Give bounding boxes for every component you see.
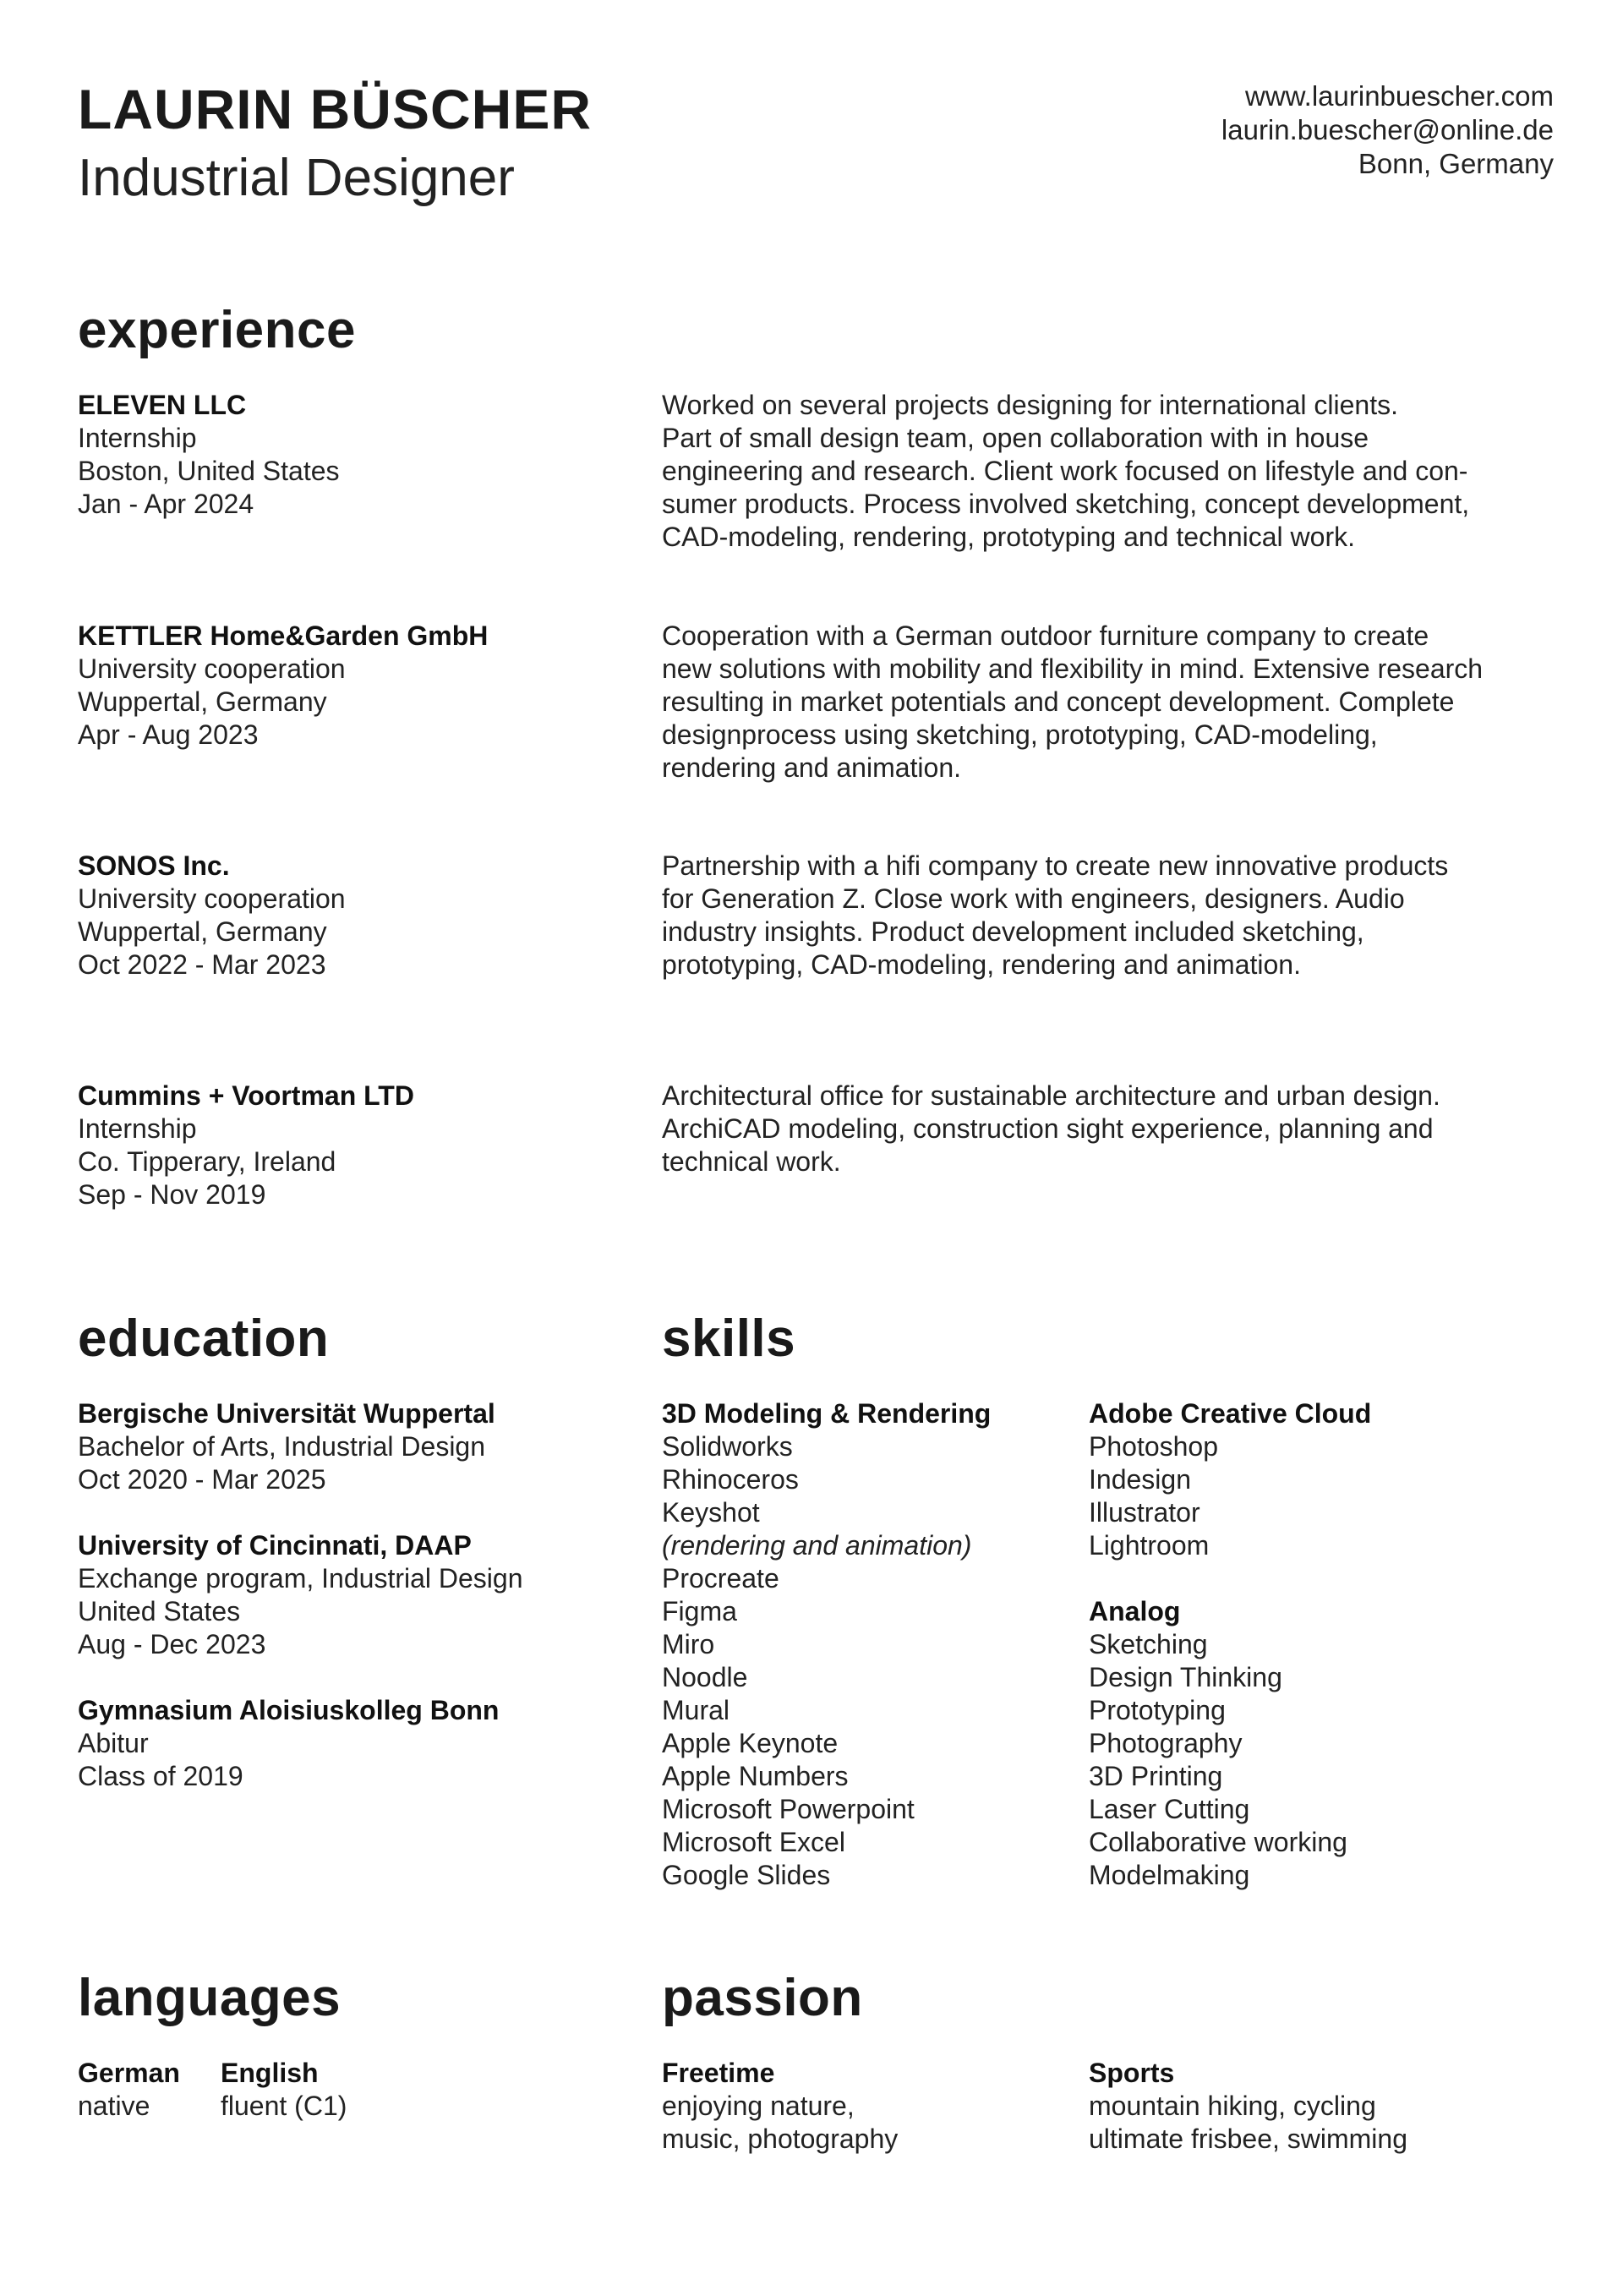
- education-detail: Class of 2019: [78, 1761, 243, 1791]
- contact-info: [1221, 79, 1554, 181]
- language-entry-english: [221, 2057, 347, 2123]
- description-line: Worked on several projects designing for international clients.: [662, 390, 1398, 420]
- description-line: ArchiCAD modeling, construction sight experience, planning and: [662, 1113, 1434, 1144]
- description-line: designprocess using sketching, prototyping, CAD-modeling,: [662, 719, 1378, 750]
- skill-item: Lightroom: [1089, 1530, 1210, 1561]
- institution-name: University of Cincinnati, DAAP: [78, 1530, 472, 1561]
- skill-item: Modelmaking: [1089, 1860, 1250, 1890]
- position-type: University cooperation: [78, 653, 346, 684]
- job-location: Wuppertal, Germany: [78, 916, 327, 947]
- skill-item: Collaborative working: [1089, 1827, 1347, 1857]
- skill-item: Figma: [662, 1596, 737, 1626]
- passion-line: music, photography: [662, 2124, 899, 2154]
- skill-item: Design Thinking: [1089, 1662, 1282, 1692]
- job-location: Wuppertal, Germany: [78, 686, 327, 717]
- description-line: technical work.: [662, 1146, 841, 1177]
- passion-line: enjoying nature,: [662, 2091, 855, 2121]
- passion-freetime: [662, 2057, 898, 2156]
- institution-name: Bergische Universität Wuppertal: [78, 1398, 495, 1429]
- skill-item: Microsoft Powerpoint: [662, 1794, 915, 1824]
- skill-item: Rhinoceros: [662, 1464, 799, 1495]
- skill-item: Photoshop: [1089, 1431, 1219, 1462]
- description-line: sumer products. Process involved sketching, concept development,: [662, 489, 1470, 519]
- language-name: English: [221, 2058, 319, 2088]
- education-detail: Abitur: [78, 1728, 149, 1758]
- languages-heading: languages: [78, 1969, 342, 2027]
- skill-item: Microsoft Excel: [662, 1827, 845, 1857]
- institution-name: Gymnasium Aloisiuskolleg Bonn: [78, 1695, 500, 1725]
- skill-group-heading: 3D Modeling & Rendering: [662, 1398, 992, 1429]
- education-detail: Aug - Dec 2023: [78, 1629, 266, 1659]
- experience-heading: experience: [78, 301, 356, 359]
- description-line: new solutions with mobility and flexibility in mind. Extensive research: [662, 653, 1484, 684]
- experience-entry-2-meta: [78, 850, 346, 981]
- skill-item: Procreate: [662, 1563, 779, 1594]
- skill-item: 3D Printing: [1089, 1761, 1223, 1791]
- experience-entry-0-meta: [78, 389, 340, 521]
- education-detail: Oct 2020 - Mar 2025: [78, 1464, 326, 1495]
- resume-job-title: Industrial Designer: [78, 149, 515, 207]
- skill-item: Illustrator: [1089, 1497, 1200, 1528]
- skill-item: Keyshot: [662, 1497, 760, 1528]
- passion-line: mountain hiking, cycling: [1089, 2091, 1376, 2121]
- job-dates: Sep - Nov 2019: [78, 1179, 266, 1210]
- passion-heading-sports: Sports: [1089, 2058, 1175, 2088]
- skill-item: Google Slides: [662, 1860, 831, 1890]
- language-level: fluent (C1): [221, 2091, 347, 2121]
- skill-item: Prototyping: [1089, 1695, 1226, 1725]
- job-dates: Jan - Apr 2024: [78, 489, 254, 519]
- job-location: Co. Tipperary, Ireland: [78, 1146, 336, 1177]
- education-list: [78, 1397, 523, 1793]
- language-name: German: [78, 2058, 180, 2088]
- description-line: resulting in market potentials and concept development. Complete: [662, 686, 1455, 717]
- resume-name: LAURIN BÜSCHER: [78, 78, 592, 140]
- experience-entry-1-description: [662, 620, 1558, 784]
- experience-entry-3-meta: [78, 1080, 414, 1211]
- description-line: for Generation Z. Close work with engineers, designers. Audio: [662, 883, 1405, 914]
- description-line: Part of small design team, open collaboration with in house: [662, 423, 1369, 453]
- job-dates: Oct 2022 - Mar 2023: [78, 949, 326, 980]
- education-detail: United States: [78, 1596, 241, 1626]
- skill-item: Sketching: [1089, 1629, 1208, 1659]
- description-line: rendering and animation.: [662, 752, 962, 783]
- language-entry-german: [78, 2057, 180, 2123]
- passion-heading-freetime: Freetime: [662, 2058, 775, 2088]
- education-detail: Exchange program, Industrial Design: [78, 1563, 523, 1594]
- experience-entry-3-description: [662, 1080, 1558, 1178]
- experience-entry-0-description: [662, 389, 1558, 554]
- description-line: industry insights. Product development included sketching,: [662, 916, 1364, 947]
- position-type: Internship: [78, 1113, 197, 1144]
- skill-item: Indesign: [1089, 1464, 1191, 1495]
- description-line: Architectural office for sustainable architecture and urban design.: [662, 1080, 1440, 1111]
- description-line: prototyping, CAD-modeling, rendering and animation.: [662, 949, 1301, 980]
- location-text: Bonn, Germany: [1358, 148, 1554, 179]
- skill-item: Miro: [662, 1629, 715, 1659]
- skill-item-note: (rendering and animation): [662, 1530, 972, 1561]
- skill-group-heading: Analog: [1089, 1596, 1181, 1626]
- description-line: Cooperation with a German outdoor furniture company to create: [662, 620, 1429, 651]
- position-type: University cooperation: [78, 883, 346, 914]
- skills-adobe-analog-list: [1089, 1397, 1371, 1892]
- website-link[interactable]: www.laurinbuescher.com: [1245, 80, 1554, 112]
- education-heading: education: [78, 1309, 330, 1368]
- skill-item: Solidworks: [662, 1431, 793, 1462]
- description-line: CAD-modeling, rendering, prototyping and technical work.: [662, 522, 1355, 552]
- skill-item: Apple Keynote: [662, 1728, 839, 1758]
- company-name: KETTLER Home&Garden GmbH: [78, 620, 489, 651]
- skills-modeling-list: [662, 1397, 991, 1892]
- passion-line: ultimate frisbee, swimming: [1089, 2124, 1407, 2154]
- position-type: Internship: [78, 423, 197, 453]
- experience-entry-2-description: [662, 850, 1558, 981]
- skill-item: Mural: [662, 1695, 730, 1725]
- skill-item: Photography: [1089, 1728, 1243, 1758]
- description-line: engineering and research. Client work focused on lifestyle and con-: [662, 456, 1468, 486]
- passion-sports: [1089, 2057, 1407, 2156]
- job-location: Boston, United States: [78, 456, 340, 486]
- company-name: ELEVEN LLC: [78, 390, 247, 420]
- language-level: native: [78, 2091, 150, 2121]
- email-link[interactable]: laurin.buescher@online.de: [1221, 114, 1554, 145]
- passion-heading: passion: [662, 1969, 863, 2027]
- company-name: Cummins + Voortman LTD: [78, 1080, 414, 1111]
- company-name: SONOS Inc.: [78, 850, 230, 881]
- skill-item: Apple Numbers: [662, 1761, 849, 1791]
- job-dates: Apr - Aug 2023: [78, 719, 259, 750]
- skills-heading: skills: [662, 1309, 796, 1368]
- education-detail: Bachelor of Arts, Industrial Design: [78, 1431, 486, 1462]
- skill-item: Laser Cutting: [1089, 1794, 1250, 1824]
- skill-item: Noodle: [662, 1662, 748, 1692]
- description-line: Partnership with a hifi company to create new innovative products: [662, 850, 1449, 881]
- skill-group-heading: Adobe Creative Cloud: [1089, 1398, 1372, 1429]
- experience-entry-1-meta: [78, 620, 488, 752]
